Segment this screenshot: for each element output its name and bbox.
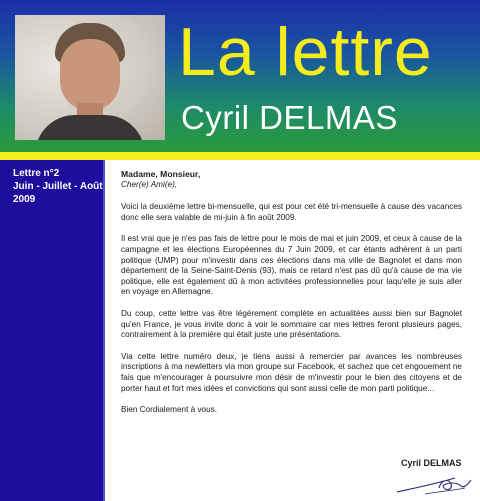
paragraph: Du coup, cette lettre vas être légérement complète en actualitées aussi bien sur Bagnolet qu'en France, je vous invite donc à voir le sommaire car mes lettres feront plusieurs pages, contrairement à la première qui était juste une présentations. — [121, 308, 462, 340]
issue-number: Lettre n°2 — [13, 168, 60, 179]
issue-year: 2009 — [13, 194, 36, 205]
letter-body — [121, 169, 462, 416]
signature-icon — [395, 468, 473, 496]
salutation: Cher(e) Ami(e), — [121, 179, 178, 189]
signature-name: Cyril DELMAS — [401, 458, 462, 468]
issue-months: Juin - Juillet - Août — [13, 181, 103, 192]
greeting: Madame, Monsieur, — [121, 169, 201, 179]
closing: Bien Cordialement à vous. — [121, 405, 218, 415]
issue-info — [13, 167, 103, 206]
header-yellow-band — [0, 152, 480, 160]
sidebar — [0, 160, 103, 501]
newsletter-title: La lettre — [178, 14, 433, 90]
author-name-title: Cyril DELMAS — [181, 99, 398, 136]
paragraph: Via cette lettre numéro deux, je tiens aussi à remercier par avances les nombreuses inscriptions à ma newletters via mon groupe sur Facebook, et sachez que cet engouement ne fais que m'encourager à poursuivre mon désir de m'investir pour le bien des citoyens et de porter haut et fort mes idées et convictions qui sont aussi celle de mon parti politique... — [121, 351, 462, 393]
sidebar-divider — [103, 160, 105, 501]
portrait-photo — [15, 15, 165, 140]
paragraph: Voici la deuxième lettre bi-mensuelle, qui est pour cet été tri-mensuelle à cause des vacances donc elle sera valable de mi-juin à fin août 2009. — [121, 202, 462, 222]
paragraph: Il est vrai que je n'es pas fais de lettre pour le mois de mai et juin 2009, et ceux à cause de la campagne et les élections Européennes du 7 Juin 2009, et car étants adhérent à un parti politique (UMP) pour m'investir dans ces élections dans ma ville de Bagnolet et dans mon département de la Seine-Saint-Denis (93), mais ce retard n'est pas dû qu'à cause de ma vie politique, elle est également dû à mon activitées professionnelles pour laqu'elle je suis aller en voyage en Allemagne. — [121, 234, 462, 297]
